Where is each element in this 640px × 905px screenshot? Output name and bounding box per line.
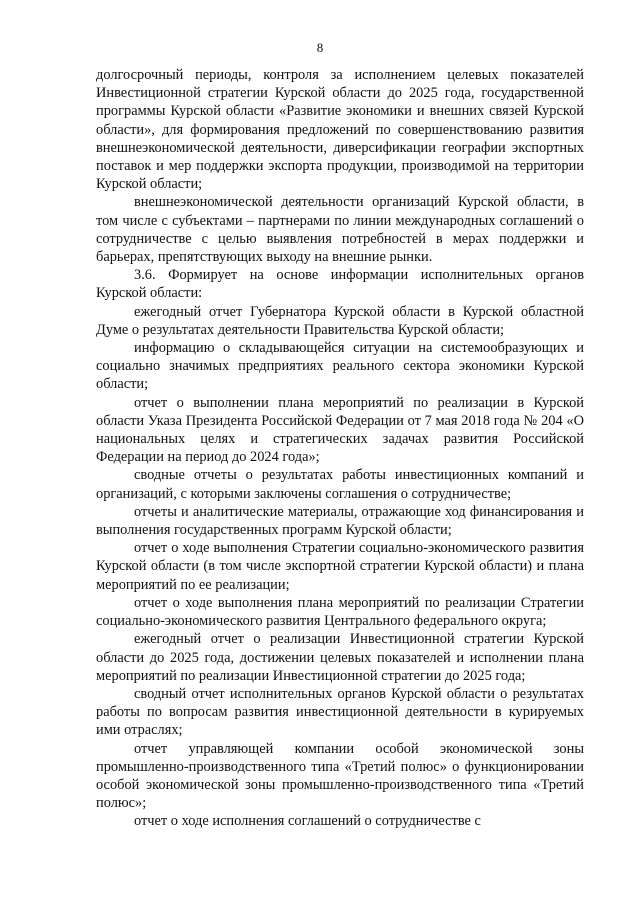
paragraph: внешнеэкономической деятельности организаций Курской области, в том числе с субъектами – партнерами по линии международных соглашений о сотрудничестве с целью выявления потребностей в мерах поддержки и барьерах, препятствующих выходу на внешние рынки.: [96, 194, 584, 266]
paragraph: отчеты и аналитические материалы, отражающие ход финансирования и выполнения государственных программ Курской области;: [96, 503, 584, 539]
paragraph: отчет о ходе выполнения Стратегии социально-экономического развития Курской области (в том числе экспортной стратегии Курской области) и плана мероприятий по ее реализации;: [96, 540, 584, 593]
paragraph: сводные отчеты о результатах работы инвестиционных компаний и организаций, с которыми заключены соглашения о сотрудничестве;: [96, 467, 584, 502]
paragraph: отчет о выполнении плана мероприятий по реализации в Курской области Указа Президента Российской Федерации от 7 мая 2018 года № 204 «О национальных целях и стратегических задачах развития Российской Федерации на период до 2024 года»;: [96, 394, 584, 466]
paragraph: отчет управляющей компании особой экономической зоны промышленно-производственного типа «Третий полюс» о функционировании особой экономической зоны промышленно-производственного типа «Третий полюс»;: [96, 740, 584, 812]
paragraph-continuation: долгосрочный периоды, контроля за исполнением целевых показателей Инвестиционной стратегии Курской области до 2025 года, государственной программы Курской области «Развитие экономики и внешних связей Курской области», для формирования предложений по совершенствованию развития внешнеэкономической деятельности, диверсификации географии экспортных поставок и мер поддержки экспорта продукции, производимой на территории Курской области;: [96, 67, 584, 193]
document-body: [96, 66, 584, 831]
page-number: 8: [316, 40, 324, 55]
paragraph: ежегодный отчет Губернатора Курской области в Курской областной Думе о результатах деятельности Правительства Курской области;: [96, 303, 584, 338]
section-heading-paragraph: 3.6. Формирует на основе информации исполнительных органов Курской области:: [96, 267, 584, 302]
paragraph: отчет о ходе выполнения плана мероприятий по реализации Стратегии социально-экономического развития Центрального федерального округа;: [96, 594, 584, 630]
paragraph: сводный отчет исполнительных органов Курской области о результатах работы по вопросам развития инвестиционной деятельности в курируемых ими отраслях;: [96, 685, 584, 739]
paragraph: ежегодный отчет о реализации Инвестиционной стратегии Курской области до 2025 года, достижении целевых показателей и исполнении плана мероприятий по реализации Инвестиционной стратегии до 2025 года;: [96, 631, 584, 684]
paragraph: отчет о ходе исполнения соглашений о сотрудничестве с: [134, 813, 481, 830]
paragraph: информацию о складывающейся ситуации на системообразующих и социально значимых предприятиях реального сектора экономики Курской области;: [96, 340, 584, 393]
